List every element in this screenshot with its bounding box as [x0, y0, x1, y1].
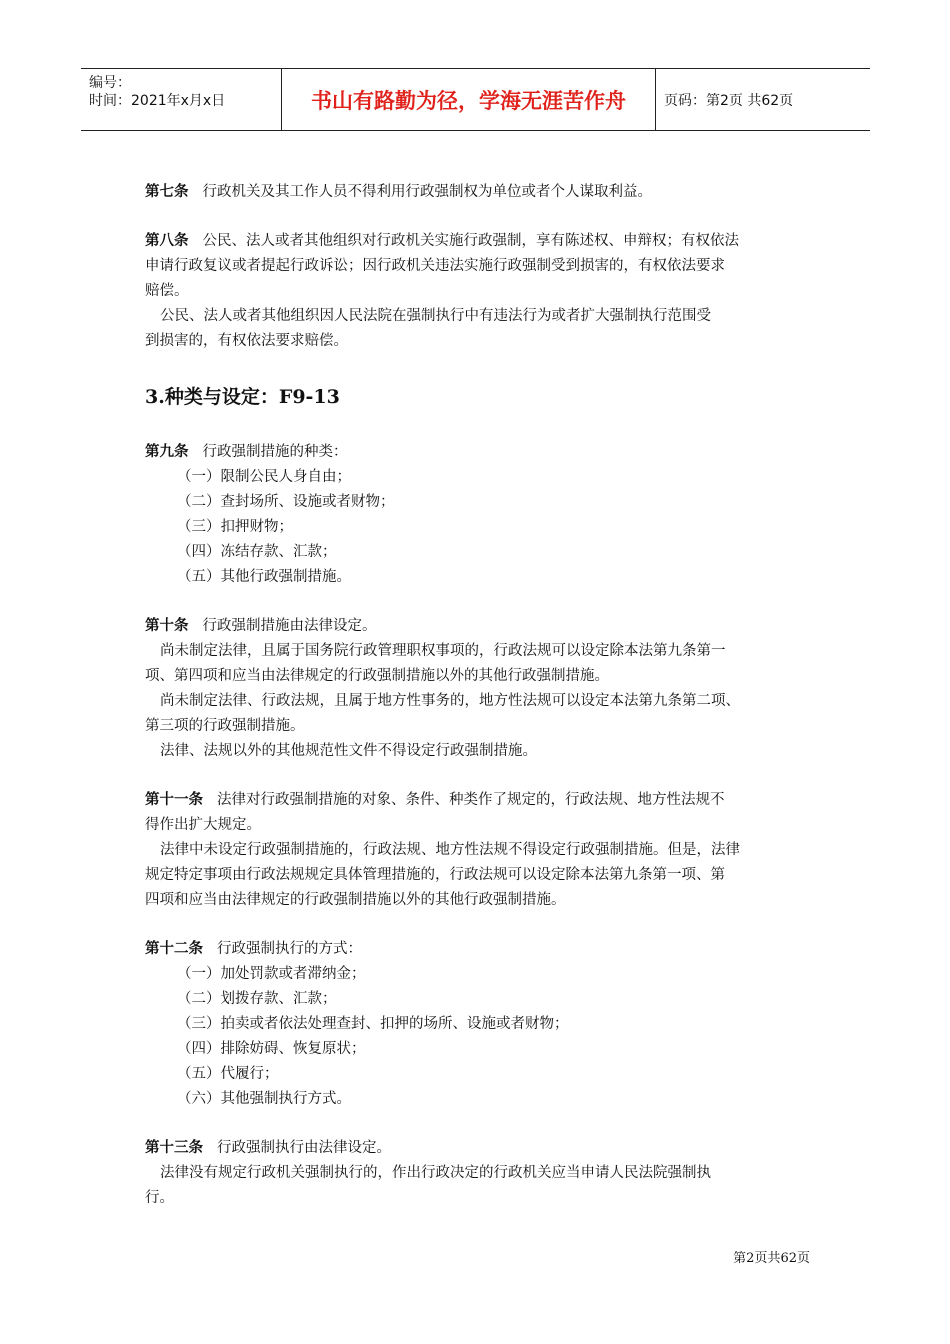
article-11: [145, 788, 810, 913]
article-text: 项、第四项和应当由法律规定的行政强制措施以外的其他行政强制措施。: [145, 668, 609, 684]
article-text: 行政机关及其工作人员不得利用行政强制权为单位或者个人谋取利益。: [202, 184, 652, 200]
article-text: 公民、法人或者其他组织对行政机关实施行政强制，享有陈述权、申辩权；有权依法: [202, 233, 739, 249]
list-item: （三）扣押财物；: [177, 519, 293, 535]
number-label: 编号：: [89, 75, 131, 91]
list-item: （一）加处罚款或者滞纳金；: [177, 966, 366, 982]
article-title: 第九条: [145, 444, 189, 460]
list-item: （一）限制公民人身自由；: [177, 469, 351, 485]
article-text: 行政强制措施由法律设定。: [202, 618, 377, 634]
list-item: （五）其他行政强制措施。: [177, 569, 351, 585]
article-10: [145, 614, 810, 764]
list-item: （三）拍卖或者依法处理查封、扣押的场所、设施或者财物；: [177, 1016, 569, 1032]
header-page-label: 页码：第2页 共62页: [664, 92, 794, 109]
page-footer: 第2页共62页: [733, 1251, 810, 1266]
article-text: 尚未制定法律、行政法规，且属于地方性事务的，地方性法规可以设定本法第九条第二项、: [160, 693, 740, 709]
article-12: [145, 937, 810, 1112]
article-text: 申请行政复议或者提起行政诉讼；因行政机关违法实施行政强制受到损害的，有权依法要求: [145, 258, 725, 274]
article-text: 法律对行政强制措施的对象、条件、种类作了规定的，行政法规、地方性法规不: [217, 792, 725, 808]
document-body: [145, 180, 810, 1235]
article-text: 行政强制执行的方式：: [217, 941, 362, 957]
article-text: 行。: [145, 1190, 174, 1206]
article-title: 第七条: [145, 184, 189, 200]
article-title: 第十条: [145, 618, 189, 634]
article-8: [145, 229, 810, 354]
article-text: 行政强制措施的种类：: [202, 444, 348, 460]
article-text: 行政强制执行由法律设定。: [217, 1140, 391, 1156]
article-text: 法律、法规以外的其他规范性文件不得设定行政强制措施。: [160, 743, 537, 759]
article-text: 得作出扩大规定。: [145, 817, 261, 833]
article-7: [145, 180, 810, 205]
article-text: 赔偿。: [145, 283, 189, 299]
article-text: 法律中未设定行政强制措施的，行政法规、地方性法规不得设定行政强制措施。但是，法律: [160, 842, 740, 858]
date-label: 时间：2021年x月x日: [89, 93, 226, 109]
list-item: （四）冻结存款、汇款；: [177, 544, 337, 560]
article-title: 第十一条: [145, 792, 203, 808]
article-title: 第十二条: [145, 941, 203, 957]
article-text: 四项和应当由法律规定的行政强制措施以外的其他行政强制措施。: [145, 892, 566, 908]
article-text: 尚未制定法律，且属于国务院行政管理职权事项的，行政法规可以设定除本法第九条第一: [160, 643, 726, 659]
article-title: 第八条: [145, 233, 189, 249]
list-item: （二）划拨存款、汇款；: [177, 991, 337, 1007]
article-title: 第十三条: [145, 1140, 203, 1156]
article-text: 规定特定事项由行政法规规定具体管理措施的，行政法规可以设定除本法第九条第一项、第: [145, 867, 725, 883]
list-item: （二）查封场所、设施或者财物；: [177, 494, 395, 510]
article-text: 法律没有规定行政机关强制执行的，作出行政决定的行政机关应当申请人民法院强制执: [160, 1165, 711, 1181]
header-meta-cell: [81, 69, 281, 130]
list-item: （四）排除妨碍、恢复原状；: [177, 1041, 366, 1057]
article-13: [145, 1136, 810, 1211]
list-item: （六）其他强制执行方式。: [177, 1091, 351, 1107]
list-item: （五）代履行；: [177, 1066, 279, 1082]
section-heading: 3.种类与设定：F9-13: [145, 386, 340, 408]
header-motto: 书山有路勤为径，学海无涯苦作舟: [311, 88, 626, 113]
article-text: 到损害的，有权依法要求赔偿。: [145, 333, 348, 349]
article-text: 公民、法人或者其他组织因人民法院在强制执行中有违法行为或者扩大强制执行范围受: [160, 308, 711, 324]
article-9: [145, 440, 810, 590]
article-text: 第三项的行政强制措施。: [145, 718, 305, 734]
document-header: [81, 68, 870, 131]
